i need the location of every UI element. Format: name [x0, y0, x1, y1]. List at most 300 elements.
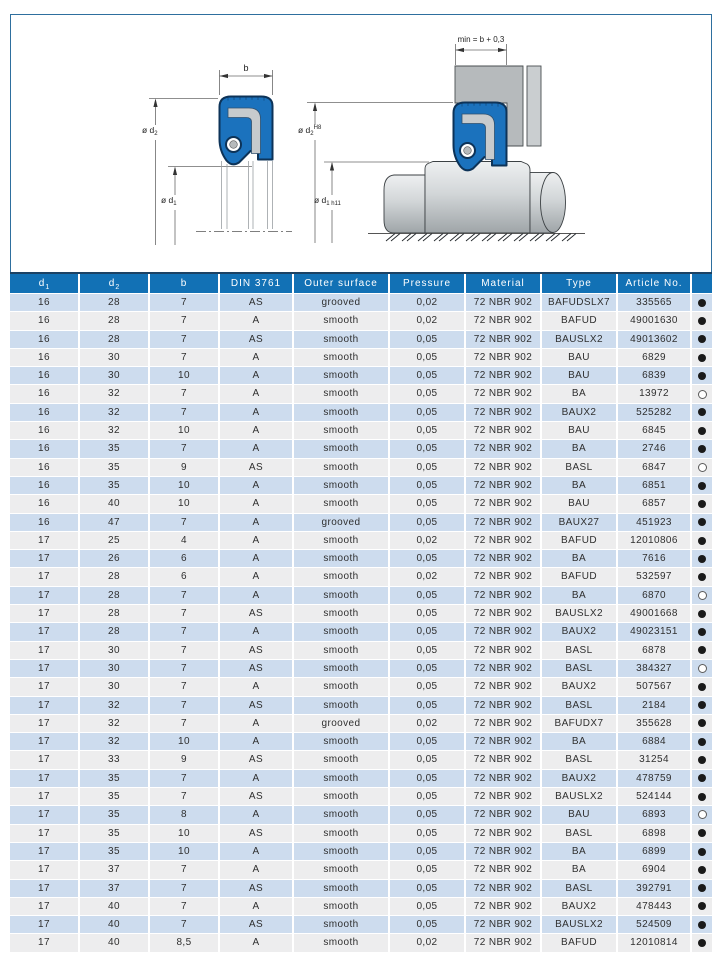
table-cell: AS: [220, 294, 292, 311]
table-row: [10, 770, 712, 787]
table-cell: BAU: [542, 806, 616, 823]
filled-circle-icon: [698, 902, 706, 910]
availability-dot-cell: [692, 825, 712, 842]
filled-circle-icon: [698, 408, 706, 416]
table-cell: 7: [150, 331, 218, 348]
table-cell: A: [220, 312, 292, 329]
table-cell: 28: [80, 312, 148, 329]
table-cell: 17: [10, 861, 78, 878]
table-cell: A: [220, 477, 292, 494]
table-cell: 40: [80, 916, 148, 933]
table-row: [10, 843, 712, 860]
table-cell: smooth: [294, 587, 388, 604]
column-header-din: DIN 3761: [220, 274, 292, 293]
table-cell: A: [220, 568, 292, 585]
table-row: [10, 697, 712, 714]
filled-circle-icon: [698, 829, 706, 837]
table-cell: BAUX2: [542, 404, 616, 421]
table-cell: 72 NBR 902: [466, 477, 540, 494]
table-cell: BA: [542, 440, 616, 457]
table-cell: 28: [80, 605, 148, 622]
availability-dot-cell: [692, 733, 712, 750]
table-cell: 0,05: [390, 587, 464, 604]
table-cell: 16: [10, 349, 78, 366]
table-cell: 17: [10, 770, 78, 787]
table-cell: 32: [80, 697, 148, 714]
table-cell: 16: [10, 294, 78, 311]
table-cell: 7: [150, 294, 218, 311]
table-cell: BAUX2: [542, 678, 616, 695]
availability-dot-cell: [692, 843, 712, 860]
table-cell: 6898: [618, 825, 690, 842]
bore-diameter-label: ø $d_2^{H8}$: [298, 125, 322, 137]
open-circle-icon: [698, 591, 707, 600]
table-row: [10, 587, 712, 604]
filled-circle-icon: [698, 921, 706, 929]
table-cell: 37: [80, 861, 148, 878]
table-cell: smooth: [294, 733, 388, 750]
table-cell: 6845: [618, 422, 690, 439]
table-cell: 9: [150, 459, 218, 476]
table-cell: 0,05: [390, 331, 464, 348]
table-cell: 478443: [618, 898, 690, 915]
table-cell: 7: [150, 861, 218, 878]
table-row: [10, 880, 712, 897]
table-row: [10, 385, 712, 402]
filled-circle-icon: [698, 774, 706, 782]
table-cell: smooth: [294, 660, 388, 677]
table-cell: AS: [220, 788, 292, 805]
table-row: [10, 495, 712, 512]
table-cell: 0,05: [390, 880, 464, 897]
availability-dot-cell: [692, 367, 712, 384]
table-cell: BA: [542, 385, 616, 402]
table-cell: 16: [10, 514, 78, 531]
table-cell: smooth: [294, 385, 388, 402]
table-row: [10, 934, 712, 951]
table-cell: A: [220, 678, 292, 695]
table-cell: 0,05: [390, 495, 464, 512]
table-cell: 17: [10, 697, 78, 714]
d2-dimension: [149, 99, 218, 246]
table-cell: 30: [80, 349, 148, 366]
filled-circle-icon: [698, 610, 706, 618]
column-header-d1: $d_1$: [10, 274, 78, 293]
table-cell: 7: [150, 623, 218, 640]
table-cell: smooth: [294, 605, 388, 622]
availability-dot-cell: [692, 861, 712, 878]
table-cell: smooth: [294, 770, 388, 787]
table-cell: 33: [80, 751, 148, 768]
table-cell: 12010806: [618, 532, 690, 549]
table-cell: 72 NBR 902: [466, 861, 540, 878]
table-cell: BAUX27: [542, 514, 616, 531]
open-circle-icon: [698, 664, 707, 673]
filled-circle-icon: [698, 866, 706, 874]
table-cell: 16: [10, 495, 78, 512]
table-cell: AS: [220, 697, 292, 714]
table-cell: smooth: [294, 440, 388, 457]
table-cell: BAFUD: [542, 312, 616, 329]
table-cell: AS: [220, 331, 292, 348]
table-cell: 7: [150, 898, 218, 915]
table-row: [10, 367, 712, 384]
table-cell: 10: [150, 477, 218, 494]
table-cell: BAUX2: [542, 770, 616, 787]
table-cell: AS: [220, 751, 292, 768]
table-cell: A: [220, 587, 292, 604]
table-row: [10, 788, 712, 805]
table-cell: 17: [10, 898, 78, 915]
availability-dot-cell: [692, 495, 712, 512]
table-cell: 10: [150, 495, 218, 512]
filled-circle-icon: [698, 372, 706, 380]
table-cell: 72 NBR 902: [466, 440, 540, 457]
filled-circle-icon: [698, 848, 706, 856]
table-cell: BAUSLX2: [542, 916, 616, 933]
filled-circle-icon: [698, 445, 706, 453]
table-cell: 0,05: [390, 678, 464, 695]
left-figure-seal-section: [142, 63, 292, 245]
table-cell: 16: [10, 459, 78, 476]
table-cell: 6878: [618, 642, 690, 659]
availability-dot-cell: [692, 550, 712, 567]
filled-circle-icon: [698, 500, 706, 508]
table-cell: A: [220, 385, 292, 402]
table-cell: smooth: [294, 532, 388, 549]
filled-circle-icon: [698, 793, 706, 801]
technical-drawing: [0, 0, 720, 272]
table-row: [10, 806, 712, 823]
table-cell: BA: [542, 550, 616, 567]
table-row: [10, 898, 712, 915]
filled-circle-icon: [698, 939, 706, 947]
table-cell: 10: [150, 825, 218, 842]
column-header-material: Material: [466, 274, 540, 293]
table-cell: 16: [10, 477, 78, 494]
table-cell: 392791: [618, 880, 690, 897]
table-cell: 72 NBR 902: [466, 788, 540, 805]
table-cell: 384327: [618, 660, 690, 677]
table-cell: 72 NBR 902: [466, 770, 540, 787]
table-cell: smooth: [294, 623, 388, 640]
table-cell: 0,05: [390, 349, 464, 366]
table-cell: 0,05: [390, 825, 464, 842]
table-cell: BASL: [542, 880, 616, 897]
table-cell: 7: [150, 880, 218, 897]
table-cell: 72 NBR 902: [466, 495, 540, 512]
table-cell: 0,05: [390, 367, 464, 384]
table-cell: 7: [150, 514, 218, 531]
table-cell: 16: [10, 422, 78, 439]
filled-circle-icon: [698, 299, 706, 307]
availability-dot-cell: [692, 294, 712, 311]
table-row: [10, 715, 712, 732]
availability-dot-cell: [692, 770, 712, 787]
table-cell: 0,02: [390, 532, 464, 549]
table-cell: 10: [150, 367, 218, 384]
table-cell: 2746: [618, 440, 690, 457]
table-cell: grooved: [294, 294, 388, 311]
table-row: [10, 861, 712, 878]
seal-cross-section-left: [220, 97, 273, 165]
table-row: [10, 550, 712, 567]
table-cell: BAU: [542, 349, 616, 366]
table-cell: BAUSLX2: [542, 605, 616, 622]
table-cell: 72 NBR 902: [466, 459, 540, 476]
table-cell: 72 NBR 902: [466, 825, 540, 842]
availability-dot-cell: [692, 697, 712, 714]
table-row: [10, 733, 712, 750]
table-cell: A: [220, 861, 292, 878]
table-cell: 28: [80, 568, 148, 585]
table-cell: 6870: [618, 587, 690, 604]
filled-circle-icon: [698, 482, 706, 490]
table-cell: 26: [80, 550, 148, 567]
table-cell: 28: [80, 587, 148, 604]
table-cell: 7: [150, 404, 218, 421]
availability-dot-cell: [692, 898, 712, 915]
table-cell: 37: [80, 880, 148, 897]
table-cell: A: [220, 532, 292, 549]
filled-circle-icon: [698, 335, 706, 343]
table-cell: 6839: [618, 367, 690, 384]
filled-circle-icon: [698, 884, 706, 892]
table-cell: 35: [80, 806, 148, 823]
table-row: [10, 331, 712, 348]
table-cell: 0,05: [390, 916, 464, 933]
table-cell: BA: [542, 477, 616, 494]
table-cell: 0,05: [390, 550, 464, 567]
table-cell: AS: [220, 605, 292, 622]
column-header-b: b: [150, 274, 218, 293]
table-cell: 0,05: [390, 843, 464, 860]
table-cell: BAU: [542, 367, 616, 384]
b-dimension-label: b: [243, 63, 249, 73]
filled-circle-icon: [698, 354, 706, 362]
table-row: [10, 514, 712, 531]
table-cell: 6899: [618, 843, 690, 860]
table-cell: BASL: [542, 642, 616, 659]
column-header-d2: $d_2$: [80, 274, 148, 293]
table-body: [10, 293, 712, 952]
table-cell: 32: [80, 422, 148, 439]
table-cell: 72 NBR 902: [466, 367, 540, 384]
table-cell: 72 NBR 902: [466, 532, 540, 549]
table-cell: 72 NBR 902: [466, 422, 540, 439]
table-cell: smooth: [294, 843, 388, 860]
table-cell: grooved: [294, 514, 388, 531]
table-cell: BAUSLX2: [542, 331, 616, 348]
availability-dot-cell: [692, 568, 712, 585]
column-header-pressure: Pressure: [390, 274, 464, 293]
table-cell: 0,05: [390, 806, 464, 823]
table-cell: smooth: [294, 477, 388, 494]
table-cell: BAFUDX7: [542, 715, 616, 732]
filled-circle-icon: [698, 756, 706, 764]
table-cell: grooved: [294, 715, 388, 732]
table-cell: smooth: [294, 404, 388, 421]
open-circle-icon: [698, 463, 707, 472]
table-cell: 10: [150, 843, 218, 860]
table-cell: 524144: [618, 788, 690, 805]
table-cell: BAU: [542, 495, 616, 512]
table-cell: 16: [10, 440, 78, 457]
table-cell: 7: [150, 312, 218, 329]
table-cell: 6851: [618, 477, 690, 494]
table-cell: 7: [150, 660, 218, 677]
table-cell: BASL: [542, 825, 616, 842]
table-cell: A: [220, 770, 292, 787]
filled-circle-icon: [698, 518, 706, 526]
table-cell: BAFUD: [542, 934, 616, 951]
table-cell: 9: [150, 751, 218, 768]
table-cell: 6: [150, 568, 218, 585]
table-cell: A: [220, 514, 292, 531]
table-cell: 10: [150, 733, 218, 750]
table-cell: 0,02: [390, 934, 464, 951]
table-cell: 72 NBR 902: [466, 568, 540, 585]
table-cell: 0,05: [390, 514, 464, 531]
table-cell: 16: [10, 331, 78, 348]
table-cell: 355628: [618, 715, 690, 732]
min-depth-label: min = b + 0,3: [457, 35, 505, 44]
table-cell: 0,05: [390, 440, 464, 457]
table-cell: 72 NBR 902: [466, 751, 540, 768]
table-cell: 72 NBR 902: [466, 934, 540, 951]
table-cell: 72 NBR 902: [466, 642, 540, 659]
filled-circle-icon: [698, 738, 706, 746]
availability-dot-cell: [692, 660, 712, 677]
availability-dot-cell: [692, 605, 712, 622]
table-row: [10, 404, 712, 421]
table-cell: 6: [150, 550, 218, 567]
column-header-availability: [692, 274, 712, 293]
table-cell: BA: [542, 587, 616, 604]
table-cell: 525282: [618, 404, 690, 421]
table-cell: smooth: [294, 367, 388, 384]
table-cell: 72 NBR 902: [466, 806, 540, 823]
table-row: [10, 825, 712, 842]
table-cell: 17: [10, 623, 78, 640]
table-cell: 6847: [618, 459, 690, 476]
table-cell: AS: [220, 916, 292, 933]
table-header-row: [10, 272, 712, 293]
table-cell: 31254: [618, 751, 690, 768]
table-cell: 72 NBR 902: [466, 349, 540, 366]
availability-dot-cell: [692, 404, 712, 421]
table-row: [10, 477, 712, 494]
availability-dot-cell: [692, 715, 712, 732]
table-cell: 13972: [618, 385, 690, 402]
table-cell: smooth: [294, 550, 388, 567]
table-cell: 7: [150, 642, 218, 659]
table-cell: BAUX2: [542, 623, 616, 640]
table-cell: 6857: [618, 495, 690, 512]
table-cell: 17: [10, 916, 78, 933]
table-cell: 32: [80, 404, 148, 421]
table-cell: 0,05: [390, 770, 464, 787]
table-cell: 72 NBR 902: [466, 898, 540, 915]
table-cell: 17: [10, 733, 78, 750]
d1-dimension-label: ø $d_1$: [161, 195, 177, 207]
table-cell: 7: [150, 715, 218, 732]
table-row: [10, 605, 712, 622]
table-cell: 72 NBR 902: [466, 550, 540, 567]
table-cell: 30: [80, 367, 148, 384]
table-cell: 35: [80, 825, 148, 842]
table-cell: 72 NBR 902: [466, 623, 540, 640]
availability-dot-cell: [692, 477, 712, 494]
table-cell: 35: [80, 788, 148, 805]
table-cell: 6884: [618, 733, 690, 750]
table-cell: AS: [220, 825, 292, 842]
table-row: [10, 642, 712, 659]
table-cell: 72 NBR 902: [466, 843, 540, 860]
table-cell: smooth: [294, 422, 388, 439]
table-cell: 7: [150, 440, 218, 457]
table-cell: 49001630: [618, 312, 690, 329]
table-cell: smooth: [294, 697, 388, 714]
table-cell: 30: [80, 678, 148, 695]
table-cell: A: [220, 898, 292, 915]
table-cell: A: [220, 715, 292, 732]
table-cell: 49001668: [618, 605, 690, 622]
b-dimension: [220, 70, 273, 95]
table-cell: 32: [80, 715, 148, 732]
table-cell: 532597: [618, 568, 690, 585]
availability-dot-cell: [692, 514, 712, 531]
table-cell: A: [220, 806, 292, 823]
table-cell: 17: [10, 751, 78, 768]
table-cell: 40: [80, 898, 148, 915]
table-cell: 6829: [618, 349, 690, 366]
d2-dimension-label: ø $d_2$: [142, 125, 158, 137]
table-cell: 72 NBR 902: [466, 916, 540, 933]
table-cell: 0,05: [390, 861, 464, 878]
filled-circle-icon: [698, 683, 706, 691]
table-cell: 0,05: [390, 733, 464, 750]
table-cell: smooth: [294, 459, 388, 476]
column-header-outer-surface: Outer surface: [294, 274, 388, 293]
filled-circle-icon: [698, 701, 706, 709]
availability-dot-cell: [692, 587, 712, 604]
filled-circle-icon: [698, 555, 706, 563]
table-cell: 72 NBR 902: [466, 514, 540, 531]
table-cell: 7: [150, 788, 218, 805]
table-row: [10, 623, 712, 640]
table-cell: smooth: [294, 568, 388, 585]
table-cell: smooth: [294, 331, 388, 348]
table-cell: smooth: [294, 312, 388, 329]
table-cell: 8: [150, 806, 218, 823]
table-cell: 0,05: [390, 751, 464, 768]
table-cell: BASL: [542, 697, 616, 714]
table-cell: 49023151: [618, 623, 690, 640]
table-cell: 28: [80, 331, 148, 348]
table-cell: A: [220, 934, 292, 951]
table-cell: 72 NBR 902: [466, 587, 540, 604]
table-cell: 72 NBR 902: [466, 678, 540, 695]
table-cell: BASL: [542, 459, 616, 476]
table-cell: 0,05: [390, 660, 464, 677]
table-cell: 17: [10, 678, 78, 695]
table-cell: 10: [150, 422, 218, 439]
availability-dot-cell: [692, 788, 712, 805]
availability-dot-cell: [692, 751, 712, 768]
table-cell: 72 NBR 902: [466, 733, 540, 750]
table-row: [10, 916, 712, 933]
